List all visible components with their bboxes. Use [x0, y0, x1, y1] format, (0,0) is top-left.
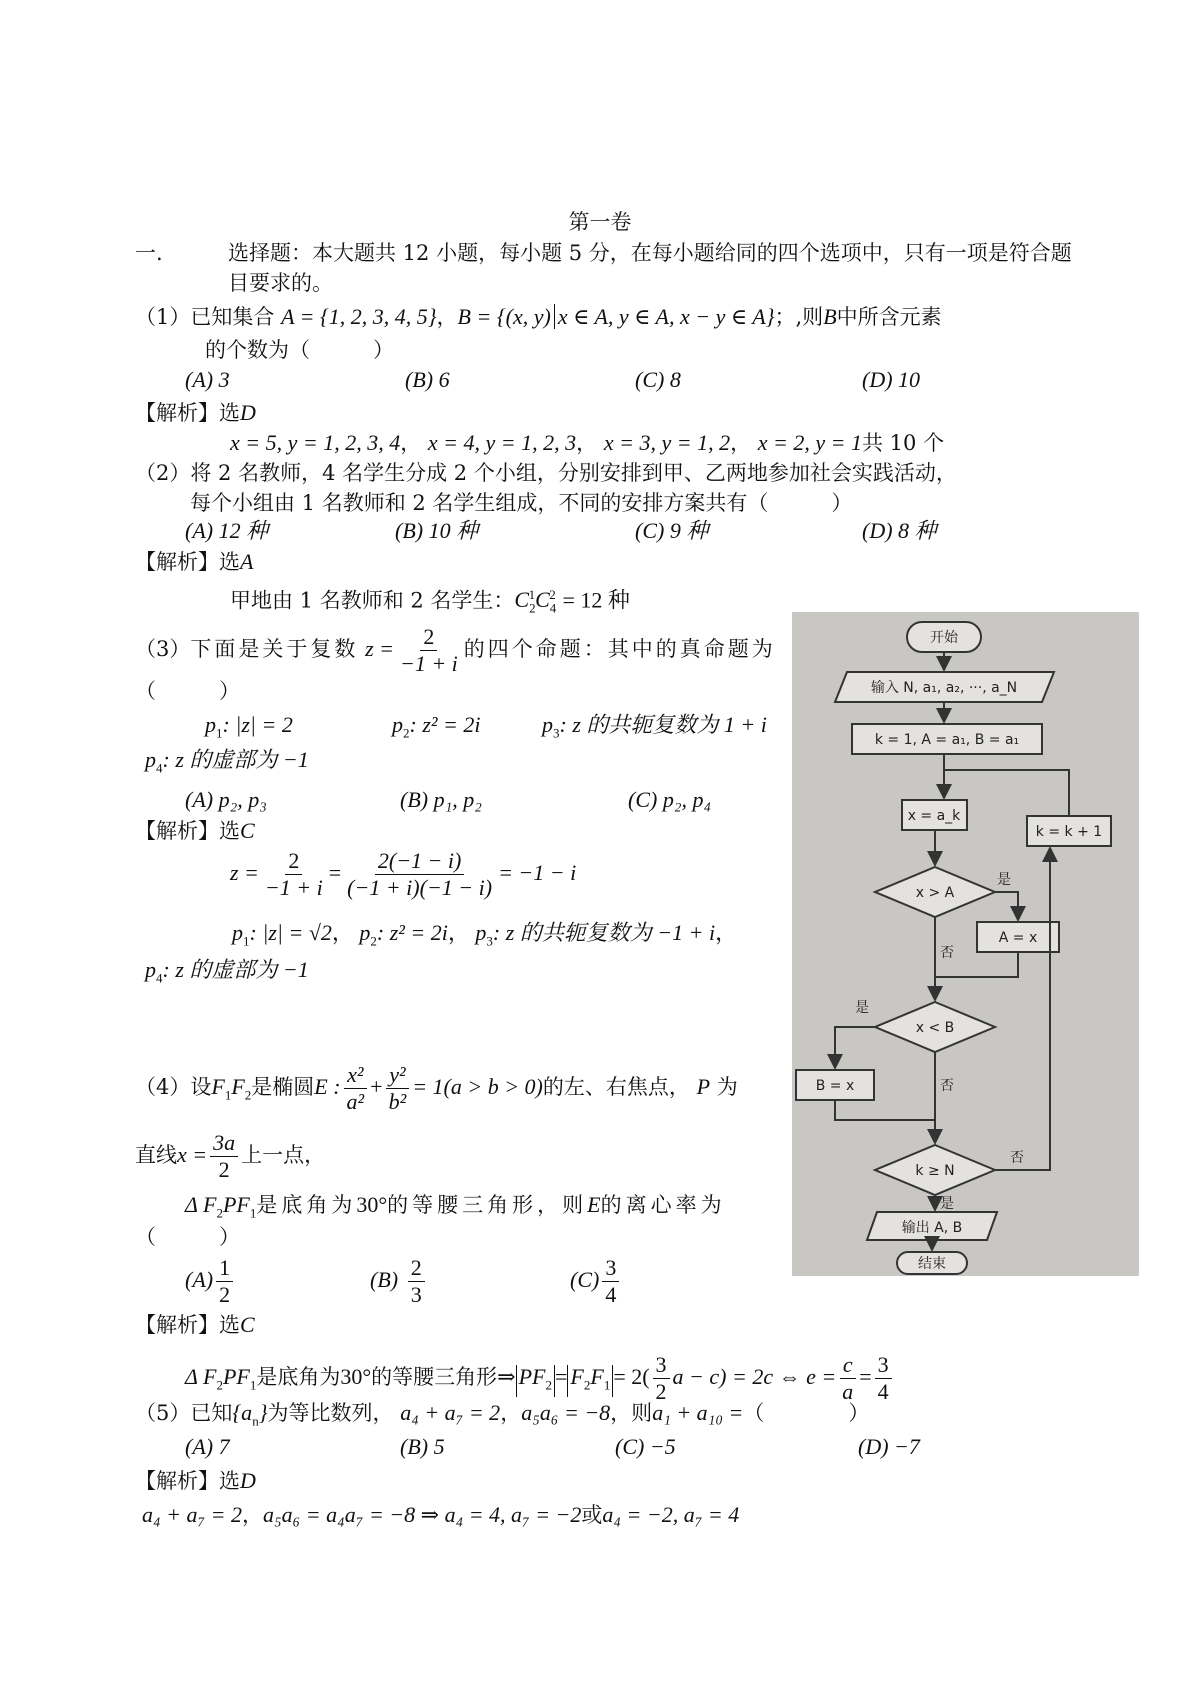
flow-no-label-2: 否: [940, 1078, 954, 1094]
question-5-stem: （5）已知$\{a_n\}$为等比数列， a₄ + a₇ = 2，a₅a₆ = −8，则a₁ + a₁₀ =（ ）: [135, 1400, 870, 1429]
q3-solution-props: $p_1$: |z| = √2， $p_2$: z² = 2i， $p_3$: z 的共轭复数为 −1 + i，: [232, 920, 738, 949]
question-1-stem: （1）已知集合 A = {1, 2, 3, 4, 5}，B = {(x, y) x ∈ A, y ∈ A, x − y ∈ A}；,则B中所含元素: [135, 304, 942, 329]
q3-option-a: (A) p₂, p₃: [185, 787, 267, 812]
q1-option-b: (B) 6: [405, 367, 450, 392]
q4-solution: Δ $F_2PF_1$是底角为30°的等腰三角形⇒ $PF_2 = F_2F_1 = 2$( $\frac{3}{2}$ a − c) = 2c ⇔ e = $\frac{c}{a}$ = $\frac{3}{4}$: [185, 1352, 895, 1405]
flow-end-label: 结束: [918, 1256, 946, 1272]
q5-answer: 【解析】选D: [135, 1468, 256, 1493]
q5-option-b: (B) 5: [400, 1434, 445, 1459]
q2-answer: 【解析】选A: [135, 549, 254, 574]
flow-cond-gt-label: x > A: [915, 885, 955, 901]
flow-start-label: 开始: [930, 630, 958, 646]
q4-option-c: (C) $\frac{3}{4}$: [570, 1255, 622, 1308]
q3-p2: $p_2$: z² = 2i: [392, 712, 481, 741]
question-3-paren: （ ）: [135, 679, 240, 703]
q3-solution-eq: z = $\frac{2}{-1 + i}$ = $\frac{2(-1 - i)}{(-1 + i)(-1 - i)}$ = −1 − i: [230, 848, 577, 900]
flow-set-b-label: B = x: [815, 1078, 855, 1094]
q1-option-c: (C) 8: [635, 367, 681, 392]
q3-answer: 【解析】选C: [135, 818, 255, 843]
flow-no-label-3: 否: [1010, 1150, 1024, 1166]
q1-option-d: (D) 10: [862, 367, 921, 392]
q1-option-a: (A) 3: [185, 367, 230, 392]
flow-cond-lt-label: x < B: [915, 1020, 955, 1036]
q2-option-b: (B) 10 种: [395, 518, 479, 543]
q3-p4: $p_4$: z 的虚部为 −1: [145, 747, 309, 776]
q1-solution: x = 5, y = 1, 2, 3, 4， x = 4, y = 1, 2, 3， x = 3, y = 1, 2， x = 2, y = 1共 10 个: [230, 430, 945, 455]
flow-input-label: 输入 N, a₁, a₂, ···, a_N: [870, 680, 1018, 696]
question-4-paren: （ ）: [135, 1225, 240, 1249]
flow-output-label: 输出 A, B: [901, 1220, 963, 1236]
flow-yes-label-2: 是: [855, 1000, 869, 1016]
flow-no-label-1: 否: [940, 945, 954, 961]
q3-option-c: (C) p₂, p₄: [628, 787, 712, 812]
question-4-stem: （4）设$F_1F_2$是椭圆E : $\frac{\text{x²}}{\text{a²}}$ + $\frac{\text{y²}}{\text{b²}}$ = 1(a > b > 0)的左、右焦点， P 为: [135, 1062, 738, 1114]
section-intro-line2: 目要求的。: [228, 271, 333, 295]
flow-incr-label: k = k + 1: [1035, 824, 1103, 840]
flow-set-a-label: A = x: [998, 930, 1038, 946]
flow-yes-label-1: 是: [997, 872, 1011, 888]
question-3-stem: （3）下面是关于复数 z = $\frac{2}{-1 + i}$ 的四个命题：其中的真命题为: [135, 624, 776, 676]
q3-p3: $p_3$: z 的共轭复数为 1 + i: [542, 712, 767, 741]
question-2-stem: （2）将 2 名教师，4 名学生分成 2 个小组，分别安排到甲、乙两地参加社会实践活动，: [135, 461, 957, 485]
page-title: 第一卷: [568, 210, 632, 234]
section-number: 一.: [135, 241, 163, 265]
flowchart-image: [792, 612, 1139, 1276]
q3-p1: $p_1$: |z| = 2: [205, 712, 293, 741]
question-2-stem-cont: 每个小组由 1 名教师和 2 名学生组成，不同的安排方案共有（ ）: [190, 491, 853, 515]
q2-option-d: (D) 8 种: [862, 518, 937, 543]
question-4-line: 直线x = $\frac{3a}{2}$ 上一点，: [135, 1130, 326, 1182]
q1-answer: 【解析】选D: [135, 400, 256, 425]
q2-option-c: (C) 9 种: [635, 518, 709, 543]
q5-option-d: (D) −7: [858, 1434, 920, 1459]
q3-solution-p4: $p_4$: z 的虚部为 −1: [145, 957, 309, 986]
q5-option-c: (C) −5: [615, 1434, 676, 1459]
question-4-triangle: Δ $F_2PF_1$是底角为30°的等腰三角形，则E的离心率为: [185, 1192, 726, 1221]
flow-yes-label-3: 是: [940, 1196, 954, 1212]
flow-init-label: k = 1, A = a₁, B = a₁: [874, 732, 1020, 748]
q4-option-a: (A) $\frac{1}{2}$: [185, 1255, 236, 1308]
flow-assign-label: x = a_k: [907, 808, 961, 824]
q5-option-a: (A) 7: [185, 1434, 230, 1459]
section-intro-line1: 选择题：本大题共 12 小题，每小题 5 分，在每小题给同的四个选项中，只有一项是符合题: [228, 241, 1072, 265]
q4-option-b: (B) $\frac{2}{3}$: [370, 1255, 428, 1308]
q3-option-b: (B) p₁, p₂: [400, 787, 482, 812]
question-1-stem-cont: 的个数为（ ）: [205, 338, 394, 362]
q2-solution: 甲地由 1 名教师和 2 名学生：$C_2^1C_4^2 = 12$ 种: [230, 587, 630, 616]
q4-answer: 【解析】选C: [135, 1312, 255, 1337]
flow-cond-end-label: k ≥ N: [915, 1163, 955, 1179]
q2-option-a: (A) 12 种: [185, 518, 269, 543]
q5-solution: a₄ + a₇ = 2，a₅a₆ = a₄a₇ = −8 ⇒ a₄ = 4, a₇ = −2或a₄ = −2, a₇ = 4: [142, 1502, 740, 1527]
